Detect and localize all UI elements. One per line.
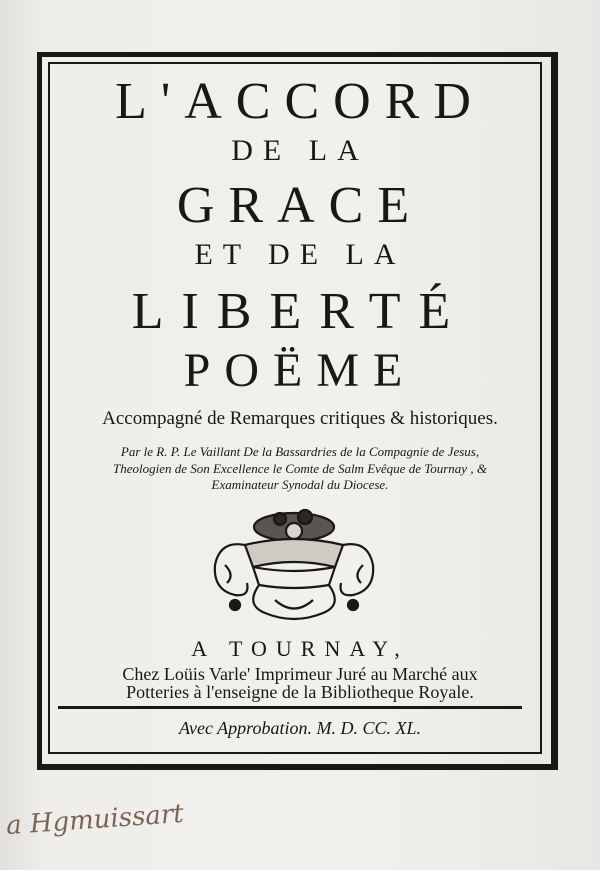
title-line: GRACE — [176, 177, 424, 234]
approbation: Avec Approbation. M. D. CC. XL. — [179, 718, 421, 738]
title-line: POËME — [183, 344, 417, 397]
subtitle: Accompagné de Remarques critiques & historiques. — [102, 408, 498, 429]
title-line: L'ACCORD — [115, 73, 485, 130]
title-line: ET DE LA — [194, 238, 406, 271]
handwritten-signature: a Hgmuissart — [5, 798, 185, 842]
imprint-place: A TOURNAY, — [191, 636, 409, 661]
imprint-line: Chez Loüis Varle' Imprimeur Juré au Marché aux — [122, 664, 478, 684]
title-line: DE LA — [231, 134, 369, 167]
imprint-line: Potteries à l'enseigne de la Bibliotheque Royale. — [126, 682, 474, 702]
author-line: Par le R. P. Le Vaillant De la Bassardries de la Compagnie de Jesus, — [120, 444, 480, 459]
author-line: Theologien de Son Excellence le Comte de Salm Evêque de Tournay , & — [113, 461, 487, 476]
printers-ornament — [205, 505, 383, 627]
divider-rule — [58, 706, 522, 709]
author-line: Examinateur Synodal du Diocese. — [211, 477, 389, 492]
title-line: LIBERTÉ — [131, 283, 469, 340]
